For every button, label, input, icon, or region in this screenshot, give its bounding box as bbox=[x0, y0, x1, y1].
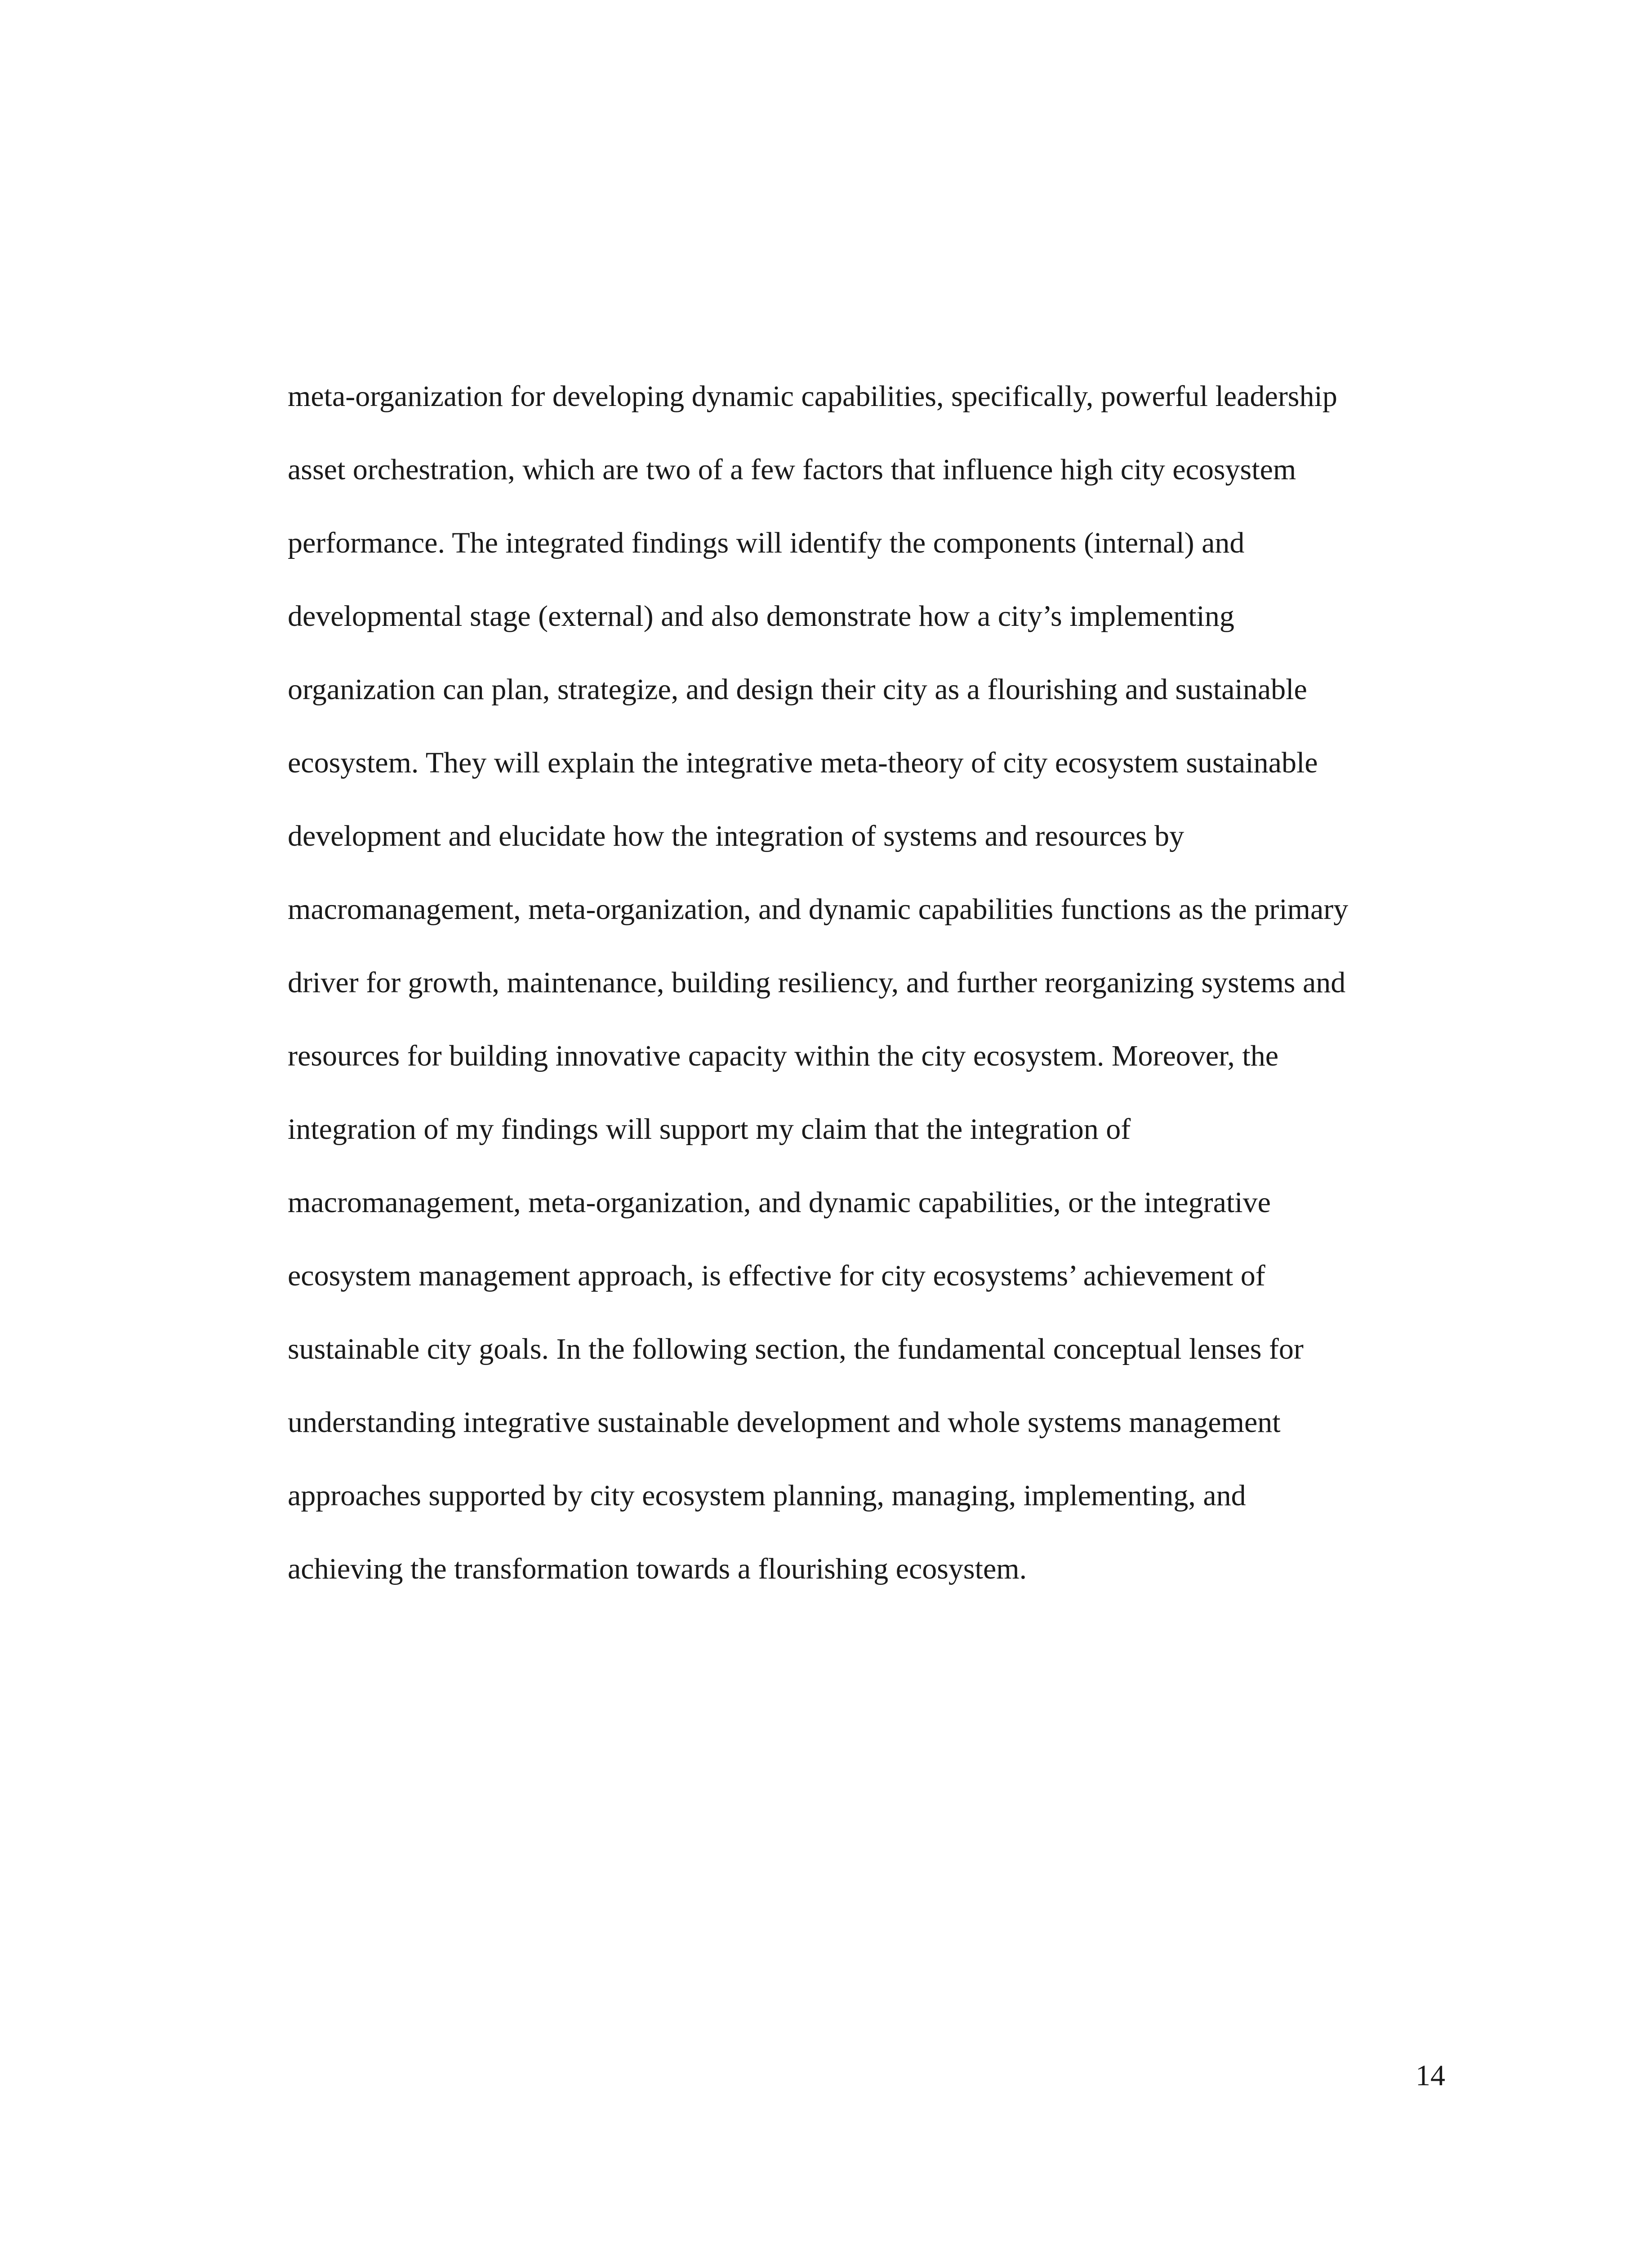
paragraph-line: ecosystem. They will explain the integrative meta-theory of city ecosystem sustainable bbox=[288, 746, 1318, 779]
paragraph-line: macromanagement, meta-organization, and dynamic capabilities, or the integrative bbox=[288, 1186, 1271, 1219]
paragraph-line: ecosystem management approach, is effective for city ecosystems’ achievement of bbox=[288, 1259, 1265, 1292]
paragraph-line: development and elucidate how the integration of systems and resources by bbox=[288, 820, 1184, 852]
paragraph-line: achieving the transformation towards a flourishing ecosystem. bbox=[288, 1552, 1027, 1585]
paragraph-line: meta-organization for developing dynamic capabilities, specifically, powerful leadership bbox=[288, 380, 1337, 413]
paragraph-line: sustainable city goals. In the following section, the fundamental conceptual lenses for bbox=[288, 1333, 1304, 1365]
paragraph-line: developmental stage (external) and also demonstrate how a city’s implementing bbox=[288, 600, 1234, 633]
paragraph-line: integration of my findings will support my claim that the integration of bbox=[288, 1113, 1131, 1146]
paragraph-line: asset orchestration, which are two of a few factors that influence high city ecosystem bbox=[288, 453, 1296, 486]
paragraph-line: understanding integrative sustainable development and whole systems management bbox=[288, 1406, 1281, 1439]
paragraph-line: organization can plan, strategize, and design their city as a flourishing and sustainable bbox=[288, 673, 1307, 706]
paragraph-line: approaches supported by city ecosystem planning, managing, implementing, and bbox=[288, 1479, 1246, 1512]
paragraph-line: resources for building innovative capacity within the city ecosystem. Moreover, the bbox=[288, 1039, 1279, 1072]
paragraph-line: driver for growth, maintenance, building resiliency, and further reorganizing systems and bbox=[288, 966, 1346, 999]
page-number: 14 bbox=[1416, 2059, 1445, 2092]
body-paragraph bbox=[288, 360, 1438, 1606]
paragraph-line: macromanagement, meta-organization, and dynamic capabilities functions as the primary bbox=[288, 893, 1349, 926]
paragraph-line: performance. The integrated findings will identify the components (internal) and bbox=[288, 526, 1245, 559]
